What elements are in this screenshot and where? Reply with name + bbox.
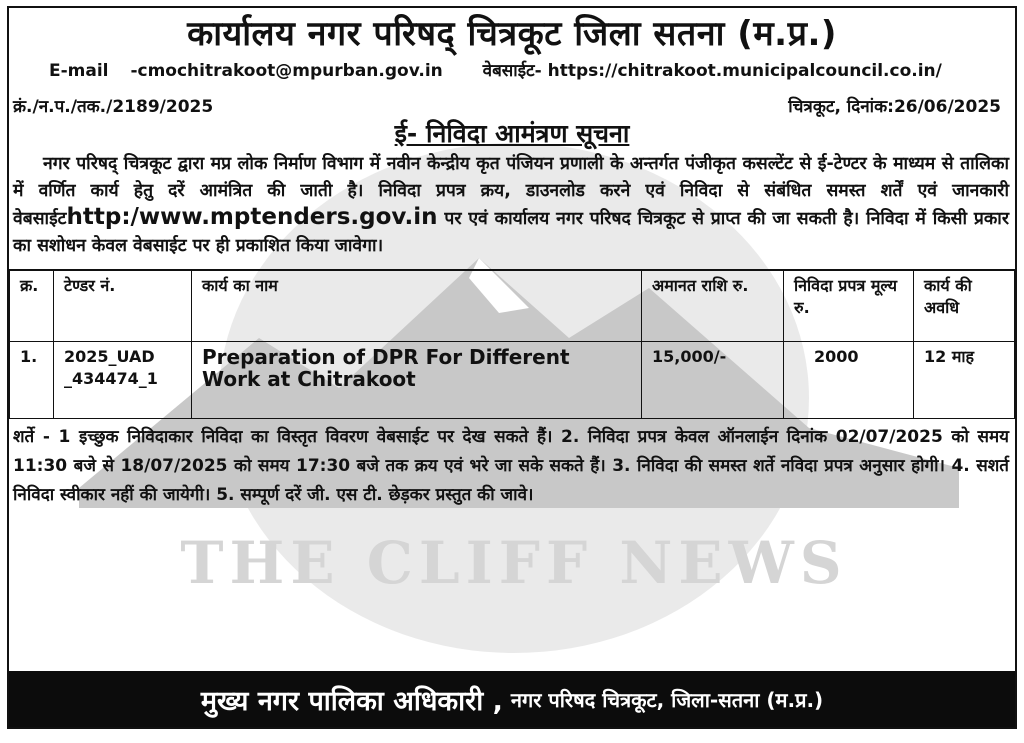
cell-form-price: 2000 — [784, 342, 914, 419]
cell-work-name: Preparation of DPR For Different Work at Chitrakoot — [192, 342, 642, 419]
subtitle-text: ई- निविदा आमंत्रण सूचना — [394, 119, 630, 148]
email-address[interactable]: -cmochitrakoot@mpurban.gov.in — [130, 61, 443, 81]
officer-title: मुख्य नगर पालिका अधिकारी , — [200, 685, 503, 717]
place-date: चित्रकूट, दिनांक:26/06/2025 — [788, 97, 1001, 117]
header-sno: क्र. — [10, 270, 54, 342]
header-work-name: कार्य का नाम — [192, 270, 642, 342]
header-deposit: अमानत राशि रु. — [642, 270, 784, 342]
tender-table — [9, 269, 1015, 419]
officer-office: नगर परिषद चित्रकूट, जिला-सतना (म.प्र.) — [510, 687, 824, 712]
notice-paragraph — [9, 151, 1015, 259]
website-link[interactable]: https://chitrakoot.municipalcouncil.co.in/ — [547, 61, 942, 81]
email-label: E-mail — [49, 61, 109, 81]
cell-duration: 12 माह — [914, 342, 1015, 419]
reference-row — [9, 94, 1015, 117]
table-row — [10, 342, 1015, 419]
cell-deposit: 15,000/- — [642, 342, 784, 419]
contact-line — [49, 58, 1015, 84]
tender-site-link[interactable]: http:/www.mptenders.gov.in — [66, 204, 438, 230]
header-tender-no: टेण्डर नं. — [54, 270, 192, 342]
paragraph-text-2: पर एवं कार्यालय नगर परिषद चित्रकूट से प्राप्त की जा सकती है। निविदा में किसी प्रकार का सशोधन केवल वेबसाईट पर ही प्रकाशित किया जावेगा। — [13, 209, 1009, 256]
website-label: वेबसाईट- — [482, 61, 542, 81]
office-title: कार्यालय नगर परिषद् चित्रकूट जिला सतना (म.प्र.) — [187, 14, 837, 54]
notice-page — [7, 6, 1017, 729]
terms-conditions: शर्ते - 1 इच्छुक निविदाकार निविदा का विस्तृत विवरण वेबसाईट पर देख सकते हैं। 2. निविदा प्रपत्र केवल ऑनलाईन दिनांक 02/07/2025 को समय 11:30 बजे से 18/07/2025 को समय 17:30 बजे तक क्रय एवं भरे जा सके सकते हैं। 3. निविदा की समस्त शर्ते नविदा प्रपत्र अनुसार होगी। 4. सशर्त निविदा स्वीकार नहीं की जायेगी। 5. सम्पूर्ण दरें जी. एस टी. छेड़कर प्रस्तुत की जावे। — [13, 427, 1009, 505]
watermark-text: THE CLIFF NEWS — [180, 529, 848, 597]
paragraph-text-1: नगर परिषद् चित्रकूट द्वारा मप्र लोक निर्माण विभाग में नवीन केन्द्रीय कृत पंजियन प्रणाली के अन्तर्गत पंजीकृत कसल्टेंट से ई-टेण्टर के माध्यम से तालिका में वर्णित कार्य हेतु दरें आमंत्रित की जाती है। निविदा प्रपत्र क्रय, डाउनलोड करने एवं निविदा से संबंधित समस्त शर्तें एवं जानकारी वेबसाईट — [13, 154, 1009, 229]
table-header-row — [10, 270, 1015, 342]
header-form-price: निविदा प्रपत्र मूल्य रु. — [784, 270, 914, 342]
header-duration: कार्य की अवधि — [914, 270, 1015, 342]
notice-subtitle — [9, 119, 1015, 149]
cell-sno: 1. — [10, 342, 54, 419]
footer-signature — [9, 671, 1015, 727]
reference-number: क्रं./न.प./तक./2189/2025 — [13, 97, 214, 117]
cell-tender-no: 2025_UAD _434474_1 — [54, 342, 192, 419]
